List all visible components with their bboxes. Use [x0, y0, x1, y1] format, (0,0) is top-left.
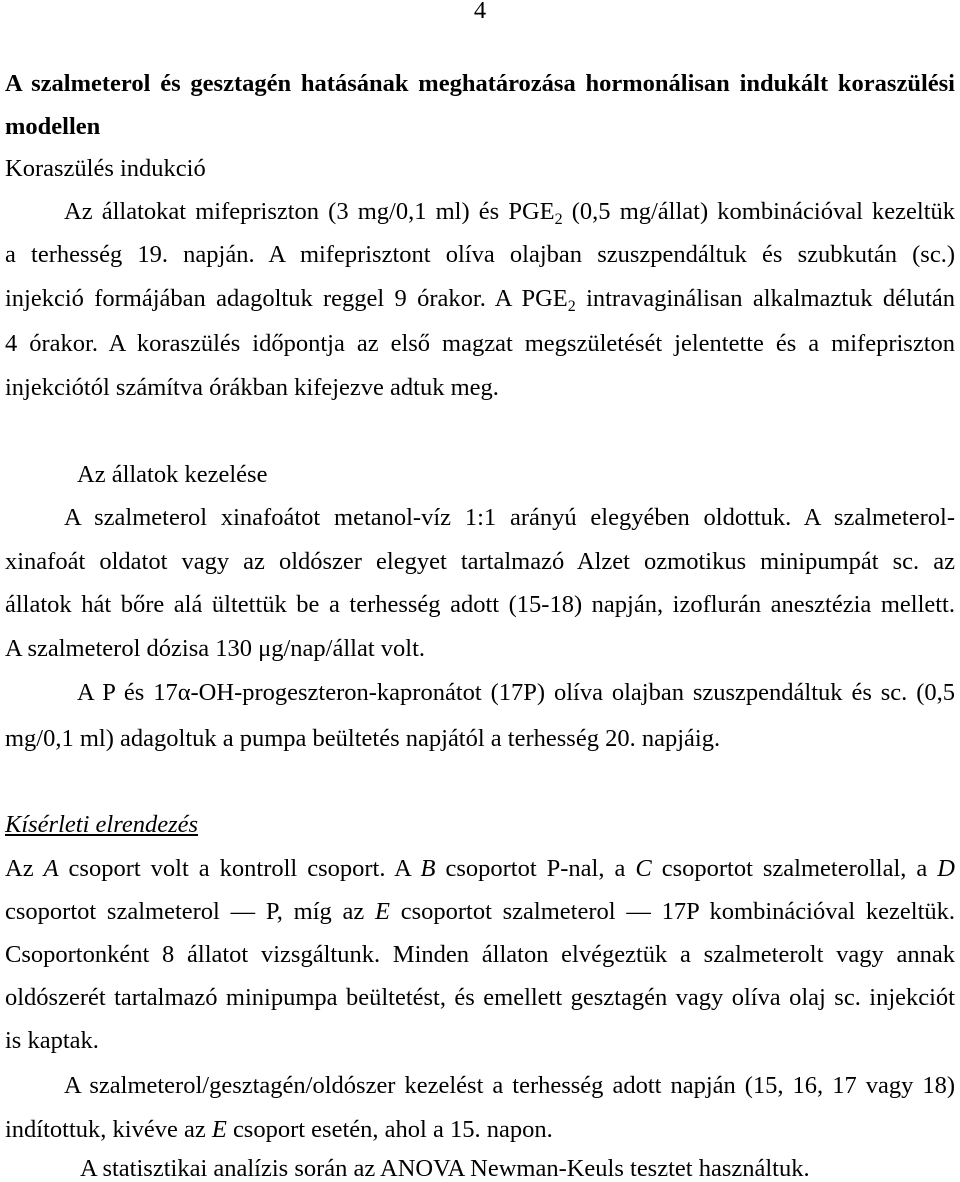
text-run: (0,5 mg/állat) kombinációval kezeltük [562, 198, 956, 225]
group-label: E [375, 898, 390, 925]
paragraph-line: állatok hát bőre alá ültettük be a terhesség adott (15-18) napján, izoflurán anesztézia mellett. [5, 591, 955, 618]
paragraph-line [5, 899, 955, 925]
paragraph-line [64, 198, 956, 228]
group-label: D [937, 855, 955, 882]
text-run: csoport esetén, ahol a 15. napon. [226, 1116, 553, 1143]
paragraph-line: A szalmeterol/gesztagén/oldószer kezelést a terhesség adott napján (15, 16, 17 vagy 18) [64, 1072, 955, 1099]
paragraph-line: 4 órakor. A koraszülés időpontja az első magzat megszületését jelentette és a mifepriszton [5, 330, 955, 357]
text-run: Az állatokat mifepriszton (3 mg/0,1 ml) és PGE [64, 198, 555, 225]
text-run: indítottuk, kivéve az [5, 1116, 212, 1143]
paragraph-line [5, 856, 955, 882]
section-heading: Az állatok kezelése [77, 461, 268, 488]
group-label: E [211, 1116, 227, 1143]
text-run: csoportot szalmeterol — 17P kombinációval kezeltük. [389, 898, 955, 925]
group-label: C [635, 855, 652, 882]
text-run: csoportot szalmeterol — P, míg az [5, 898, 375, 925]
text-run: csoportot szalmeterollal, a [651, 855, 938, 882]
subscript: 2 [554, 211, 563, 228]
title-line: modellen [5, 113, 101, 140]
group-label: B [420, 855, 436, 882]
text-run: csoport volt a kontroll csoport. A [58, 855, 421, 882]
section-heading: Kísérleti elrendezés [5, 811, 199, 838]
paragraph-line: injekciótól számítva órákban kifejezve adtuk meg. [5, 374, 499, 401]
title-line: A szalmeterol és gesztagén hatásának meghatározása hormonálisan indukált koraszülési [5, 70, 955, 97]
text-run: Az [5, 855, 44, 882]
paragraph-line: xinafoát oldatot vagy az oldószer elegyet tartalmazó Alzet ozmotikus minipumpát sc. az [5, 548, 955, 575]
paragraph-line: oldószerét tartalmazó minipumpa beültetést, és emellett gesztagén vagy olíva olaj sc. injekciót [5, 984, 955, 1011]
paragraph-line: A szalmeterol dózisa 130 μg/nap/állat volt. [5, 635, 426, 662]
paragraph-line [5, 285, 956, 315]
text-run: intravaginálisan alkalmaztuk délután [575, 285, 956, 312]
group-label: A [43, 855, 59, 882]
paragraph-line: A szalmeterol xinafoátot metanol-víz 1:1 arányú elegyében oldottuk. A szalmeterol- [64, 504, 955, 531]
section-heading: Koraszülés indukció [5, 155, 206, 182]
paragraph-line: Csoportonként 8 állatot vizsgáltunk. Minden állaton elvégeztük a szalmeterolt vagy annak [5, 941, 955, 968]
subscript: 2 [567, 298, 576, 315]
paragraph-line: A statisztikai analízis során az ANOVA Newman-Keuls tesztet használtuk. [80, 1155, 810, 1182]
text-run: injekció formájában adagoltuk reggel 9 órakor. A PGE [5, 285, 568, 312]
text-run: csoportot P-nal, a [435, 855, 636, 882]
paragraph-line: A P és 17α-OH-progeszteron-kapronátot (17P) olíva olajban szuszpendáltuk és sc. (0,5 [77, 679, 955, 706]
paragraph-line: mg/0,1 ml) adagoltuk a pumpa beültetés napjától a terhesség 20. napjáig. [5, 725, 721, 752]
page-number: 4 [473, 0, 487, 24]
paragraph-line [5, 1117, 955, 1143]
paragraph-line: is kaptak. [5, 1027, 99, 1054]
paragraph-line: a terhesség 19. napján. A mifeprisztont olíva olajban szuszpendáltuk és szubkután (sc.) [5, 241, 955, 268]
